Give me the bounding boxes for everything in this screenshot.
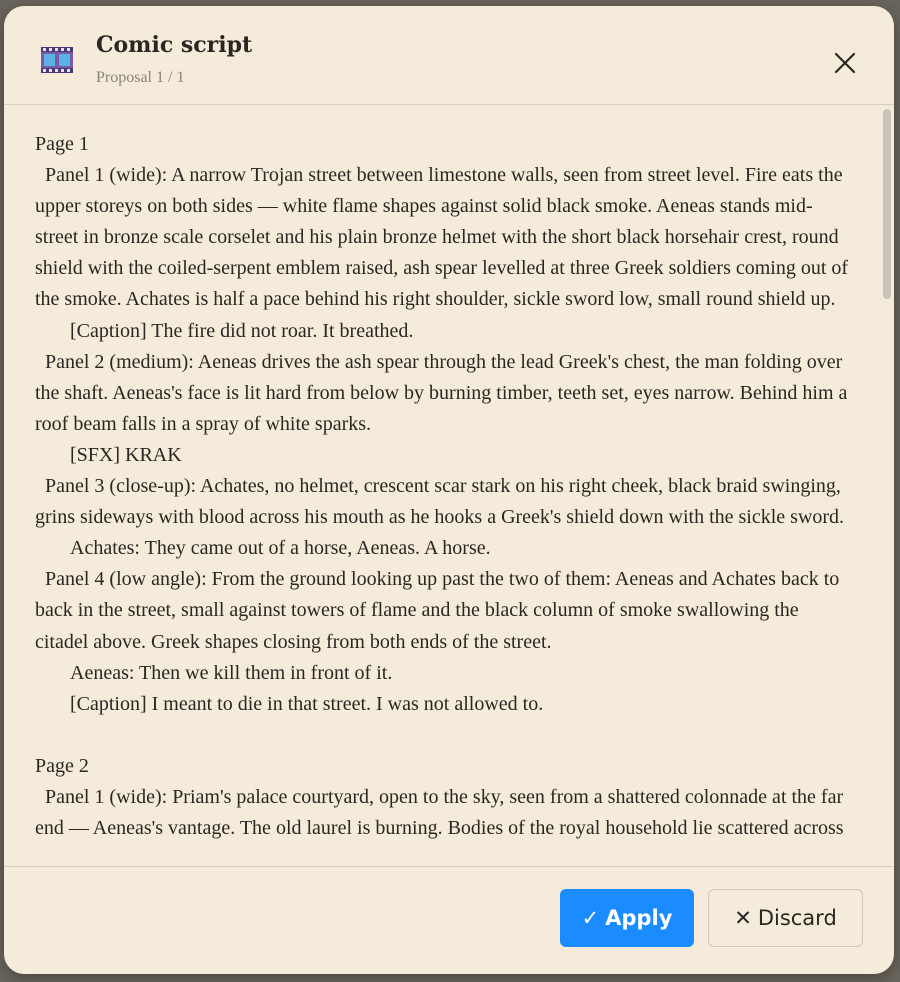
apply-button[interactable] — [560, 889, 694, 947]
close-button[interactable] — [830, 48, 860, 78]
checkmark-icon: ✓ — [581, 906, 600, 930]
close-icon — [830, 48, 860, 78]
dialog-header — [4, 6, 894, 105]
film-frames-icon — [40, 46, 74, 74]
scrollbar[interactable] — [880, 105, 894, 866]
script-scroll-area[interactable] — [4, 105, 894, 866]
proposal-counter: Proposal 1 / 1 — [96, 69, 185, 86]
discard-button[interactable] — [708, 889, 863, 947]
discard-button-label: Discard — [757, 906, 837, 930]
x-icon: ✕ — [734, 906, 752, 930]
dialog-title: Comic script — [96, 32, 253, 58]
script-text: Page 1 Panel 1 (wide): A narrow Trojan street between limestone walls, seen from street level. Fire eats the upper storeys on both sides — white flame shapes against solid black smoke. Aeneas stands mid-street in bronze scale corselet and his plain bronze helmet with the short black horsehair crest, round shield with the coiled-serpent emblem raised, ash spear levelled at three Greek soldiers coming out of the smoke. Achates is half a pace behind his right shoulder, sickle sword low, small round shield up. [Caption] The fire did not roar. It breathed. Panel 2 (medium): Aeneas drives the ash spear through the lead Greek's chest, the man folding over the shaft. Aeneas's face is lit hard from below by burning timber, teeth set, eyes narrow. Behind him a roof beam falls in a spray of white sparks. [SFX] KRAK Panel 3 (close-up): Achates, no helmet, crescent scar stark on his right cheek, black braid swinging, grins sideways with blood across his mouth as he hooks a Greek's shield down with the sickle sword. Achates: They came out of a horse, Aeneas. A horse. Panel 4 (low angle): From the ground looking up past the two of them: Aeneas and Achates back to back in the street, small against towers of flame and the black column of smoke swallowing the citadel above. Greek shapes closing from both ends of the street. Aeneas: Then we kill them in front of it. [Caption] I meant to die in that street. I was not allowed to. Page 2 Panel 1 (wide): Priam's palace courtyard, open to the sky, seen from a shattered colonnade at the far end — Aeneas's vantage. The old laurel is burning. Bodies of the royal household lie scattered across — [35, 133, 849, 840]
comic-script-dialog — [4, 6, 894, 974]
scrollbar-thumb[interactable] — [883, 109, 891, 299]
apply-button-label: Apply — [605, 906, 673, 930]
dialog-footer — [4, 866, 894, 974]
